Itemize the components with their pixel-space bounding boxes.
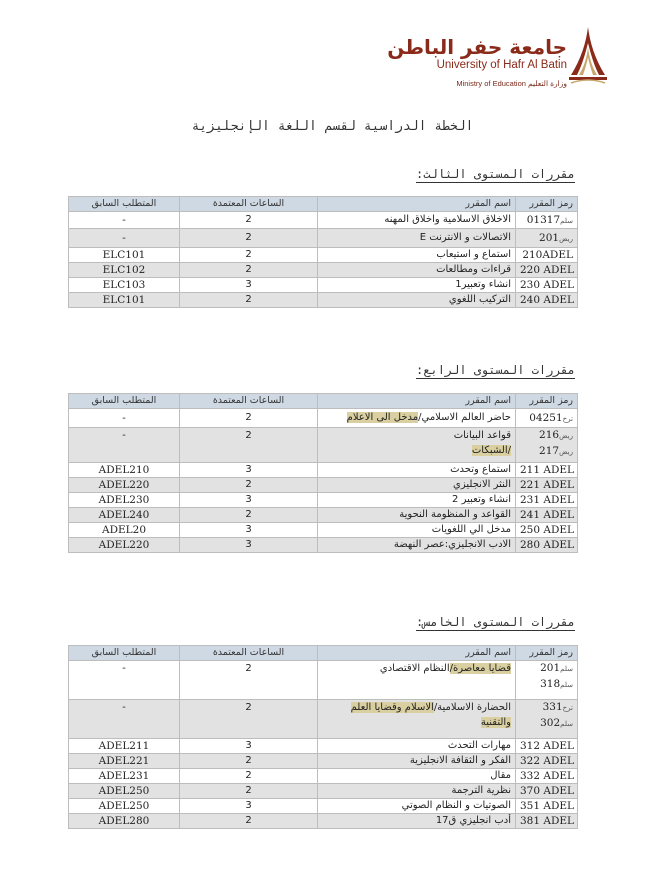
course-name: قضايا معاصرة/النظام الاقتصادي <box>318 661 516 700</box>
level-4-title: مقررات المستوى الرابع: <box>416 363 575 377</box>
prerequisite: - <box>69 700 180 739</box>
table-row <box>69 293 578 308</box>
course-code: 240 ADEL <box>516 293 578 308</box>
credit-hours: 2 <box>180 293 318 308</box>
prerequisite: ADEL220 <box>69 538 180 553</box>
university-name-ar: جامعة حفر الباطن <box>387 35 567 59</box>
course-name: الادب الانجليزي:عصر النهضة <box>318 538 516 553</box>
header-name: اسم المقرر <box>318 197 516 212</box>
table-header-row <box>69 197 578 212</box>
course-name: استماع و استيعاب <box>318 248 516 263</box>
course-code: 220 ADEL <box>516 263 578 278</box>
ministry-label <box>456 79 567 88</box>
course-code: 221 ADEL <box>516 478 578 493</box>
prerequisite: ADEL240 <box>69 508 180 523</box>
table-row <box>69 814 578 829</box>
course-name: القواعد و المنظومة النحوية <box>318 508 516 523</box>
table-row <box>69 700 578 739</box>
course-code: 250 ADEL <box>516 523 578 538</box>
header-hours: الساعات المعتمدة <box>180 646 318 661</box>
prerequisite: - <box>69 661 180 700</box>
table-row <box>69 493 578 508</box>
course-name: مدخل الي اللغويات <box>318 523 516 538</box>
credit-hours: 2 <box>180 769 318 784</box>
header-prereq: المتطلب السابق <box>69 394 180 409</box>
course-name: الاتصالات و الانترنت E <box>318 229 516 248</box>
credit-hours: 2 <box>180 248 318 263</box>
level-3-title: مقررات المستوى الثالث: <box>416 167 575 181</box>
table-row <box>69 799 578 814</box>
course-code: 241 ADEL <box>516 508 578 523</box>
credit-hours: 2 <box>180 263 318 278</box>
course-name: أدب انجليزي ق17 <box>318 814 516 829</box>
prerequisite: ADEL220 <box>69 478 180 493</box>
course-code: 312 ADEL <box>516 739 578 754</box>
table-row <box>69 538 578 553</box>
course-code: 231 ADEL <box>516 493 578 508</box>
level-5-table <box>68 645 578 829</box>
credit-hours: 3 <box>180 799 318 814</box>
course-code: ريض216 ريض217 <box>516 428 578 463</box>
table-header-row <box>69 394 578 409</box>
course-name: مقال <box>318 769 516 784</box>
course-code: ريض201 <box>516 229 578 248</box>
prerequisite: - <box>69 229 180 248</box>
header-code: رمز المقرر <box>516 197 578 212</box>
credit-hours: 2 <box>180 428 318 463</box>
course-name: مهارات التحدث <box>318 739 516 754</box>
prerequisite: ELC103 <box>69 278 180 293</box>
level-4-table <box>68 393 578 553</box>
course-name: استماع وتحدث <box>318 463 516 478</box>
table-row <box>69 754 578 769</box>
table-row <box>69 428 578 463</box>
prerequisite: ELC101 <box>69 248 180 263</box>
table-row <box>69 263 578 278</box>
header-name: اسم المقرر <box>318 394 516 409</box>
ministry-name-ar: وزارة التعليم <box>528 79 567 88</box>
course-code: سلم01317 <box>516 212 578 229</box>
credit-hours: 3 <box>180 493 318 508</box>
course-name: الصوتيات و النظام الصوتي <box>318 799 516 814</box>
header-prereq: المتطلب السابق <box>69 197 180 212</box>
prerequisite: ADEL280 <box>69 814 180 829</box>
prerequisite: - <box>69 428 180 463</box>
course-code: سلم201 سلم318 <box>516 661 578 700</box>
prerequisite: ADEL250 <box>69 799 180 814</box>
credit-hours: 2 <box>180 212 318 229</box>
document-title: الخطة الدراسية لقسم اللغة الإنجليزية <box>191 119 474 134</box>
table-row <box>69 661 578 700</box>
course-code: 351 ADEL <box>516 799 578 814</box>
table-row <box>69 278 578 293</box>
credit-hours: 2 <box>180 409 318 428</box>
course-code: 370 ADEL <box>516 784 578 799</box>
arch-tower-logo-icon <box>569 25 607 87</box>
university-logo <box>387 25 615 95</box>
course-code: 210ADEL <box>516 248 578 263</box>
header-code: رمز المقرر <box>516 646 578 661</box>
course-name: نظرية الترجمة <box>318 784 516 799</box>
credit-hours: 2 <box>180 700 318 739</box>
level-3-table <box>68 196 578 308</box>
table-row <box>69 739 578 754</box>
prerequisite: - <box>69 409 180 428</box>
credit-hours: 2 <box>180 661 318 700</box>
table-row <box>69 229 578 248</box>
course-code: 230 ADEL <box>516 278 578 293</box>
header-hours: الساعات المعتمدة <box>180 197 318 212</box>
credit-hours: 2 <box>180 229 318 248</box>
credit-hours: 2 <box>180 508 318 523</box>
ministry-name-en: Ministry of Education <box>456 79 526 88</box>
credit-hours: 3 <box>180 523 318 538</box>
credit-hours: 3 <box>180 538 318 553</box>
university-name-en: University of Hafr Al Batin <box>436 59 567 71</box>
table-row <box>69 769 578 784</box>
table-row <box>69 508 578 523</box>
header-name: اسم المقرر <box>318 646 516 661</box>
level-5-title: مقررات المستوى الخامس: <box>416 615 575 629</box>
table-row <box>69 248 578 263</box>
course-code: 381 ADEL <box>516 814 578 829</box>
course-name: قراءات ومطالعات <box>318 263 516 278</box>
course-name: التركيب اللغوي <box>318 293 516 308</box>
prerequisite: ADEL211 <box>69 739 180 754</box>
course-name: الحضارة الاسلامية/الاسلام وقضايا العلم والتقنية <box>318 700 516 739</box>
course-name: الفكر و الثقافة الانجليزية <box>318 754 516 769</box>
prerequisite: ADEL20 <box>69 523 180 538</box>
course-code: 332 ADEL <box>516 769 578 784</box>
prerequisite: ELC101 <box>69 293 180 308</box>
table-header-row <box>69 646 578 661</box>
course-code: 211 ADEL <box>516 463 578 478</box>
credit-hours: 3 <box>180 463 318 478</box>
prerequisite: ADEL231 <box>69 769 180 784</box>
course-name: قواعد البيانات /الشبكات <box>318 428 516 463</box>
prerequisite: ADEL250 <box>69 784 180 799</box>
credit-hours: 2 <box>180 784 318 799</box>
course-name: حاضر العالم الاسلامي/مدخل الى الاعلام <box>318 409 516 428</box>
credit-hours: 3 <box>180 739 318 754</box>
course-name: النثر الانجليزي <box>318 478 516 493</box>
header-hours: الساعات المعتمدة <box>180 394 318 409</box>
course-name: انشاء وتعبير1 <box>318 278 516 293</box>
prerequisite: - <box>69 212 180 229</box>
credit-hours: 3 <box>180 278 318 293</box>
prerequisite: ADEL221 <box>69 754 180 769</box>
course-code: ترخ331 سلم302 <box>516 700 578 739</box>
prerequisite: ELC102 <box>69 263 180 278</box>
credit-hours: 2 <box>180 754 318 769</box>
course-code: ترخ04251 <box>516 409 578 428</box>
table-row <box>69 478 578 493</box>
table-row <box>69 523 578 538</box>
header-prereq: المتطلب السابق <box>69 646 180 661</box>
credit-hours: 2 <box>180 814 318 829</box>
course-code: 280 ADEL <box>516 538 578 553</box>
table-row <box>69 463 578 478</box>
table-row <box>69 784 578 799</box>
header-code: رمز المقرر <box>516 394 578 409</box>
course-code: 322 ADEL <box>516 754 578 769</box>
prerequisite: ADEL210 <box>69 463 180 478</box>
credit-hours: 2 <box>180 478 318 493</box>
course-name: انشاء وتعبير 2 <box>318 493 516 508</box>
prerequisite: ADEL230 <box>69 493 180 508</box>
table-row <box>69 409 578 428</box>
table-row <box>69 212 578 229</box>
course-name: الاخلاق الاسلامية واخلاق المهنه <box>318 212 516 229</box>
